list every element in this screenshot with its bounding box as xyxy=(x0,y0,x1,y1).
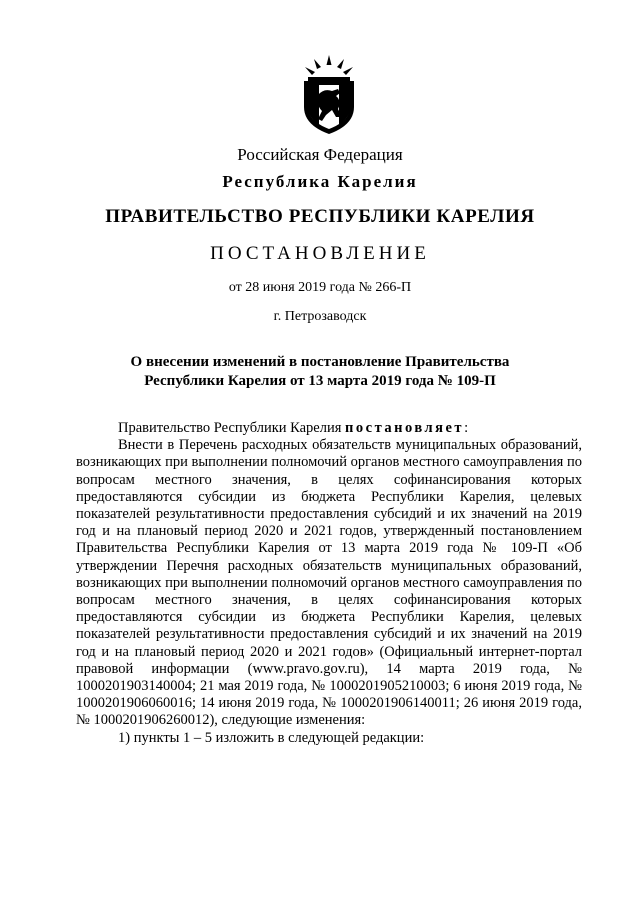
intro-lead: Правительство Республики Карелия xyxy=(118,420,346,436)
country-name: Российская Федерация xyxy=(237,145,403,164)
subject-line-1: О внесении изменений в постановление Правительства xyxy=(130,354,510,370)
document-city: г. Петрозаводск xyxy=(273,309,367,324)
emblem-star-rays xyxy=(305,55,353,75)
resolution-intro xyxy=(76,420,582,437)
document-body xyxy=(76,420,582,747)
subject-line-2: Республики Карелия от 13 марта 2019 года № 109-П xyxy=(144,373,496,389)
intro-verb: постановляет xyxy=(345,420,465,436)
document-date-number: от 28 июня 2019 года № 266-П xyxy=(228,280,412,295)
republic-name: Республика Карелия xyxy=(222,172,418,191)
document-subject xyxy=(0,353,640,391)
main-paragraph: Внести в Перечень расходных обязательств муниципальных образований, возникающих при выполнении полномочий органов местного самоуправления по вопросам местного значения, в целях софинансирования которых предоставляются субсидии из бюджета Республики Карелия, целевых показателей результативности предоставления субсидий и их значений на 2019 год и на плановый период 2020 и 2021 годов, утвержденный постановлением Правительства Республики Карелия от 13 марта 2019 года № 109-П «Об утверждении Перечня расходных обязательств муниципальных образований, возникающих при выполнении полномочий органов местного самоуправления по вопросам местного значения, в целях софинансирования которых предоставляются субсидии из бюджета Республики Карелия, целевых показателей результативности предоставления субсидий и их значений на 2019 год и на плановый период 2020 и 2021 годов» (Официальный интернет-портал правовой информации (www.pravo.gov.ru), 14 марта 2019 года, № 1000201903140004; 21 мая 2019 года, № 1000201905210003; 6 июня 2019 года, № 1000201906060016; 14 июня 2019 года, № 1000201906140011; 26 июня 2019 года, № 1000201906260012), следующие изменения: xyxy=(76,437,582,729)
item-1: 1) пункты 1 – 5 изложить в следующей редакции: xyxy=(118,729,425,746)
karelia-coat-of-arms-icon xyxy=(298,55,360,135)
intro-colon: : xyxy=(464,420,469,436)
document-type: ПОСТАНОВЛЕНИЕ xyxy=(210,243,430,264)
government-title: ПРАВИТЕЛЬСТВО РЕСПУБЛИКИ КАРЕЛИЯ xyxy=(105,206,535,227)
